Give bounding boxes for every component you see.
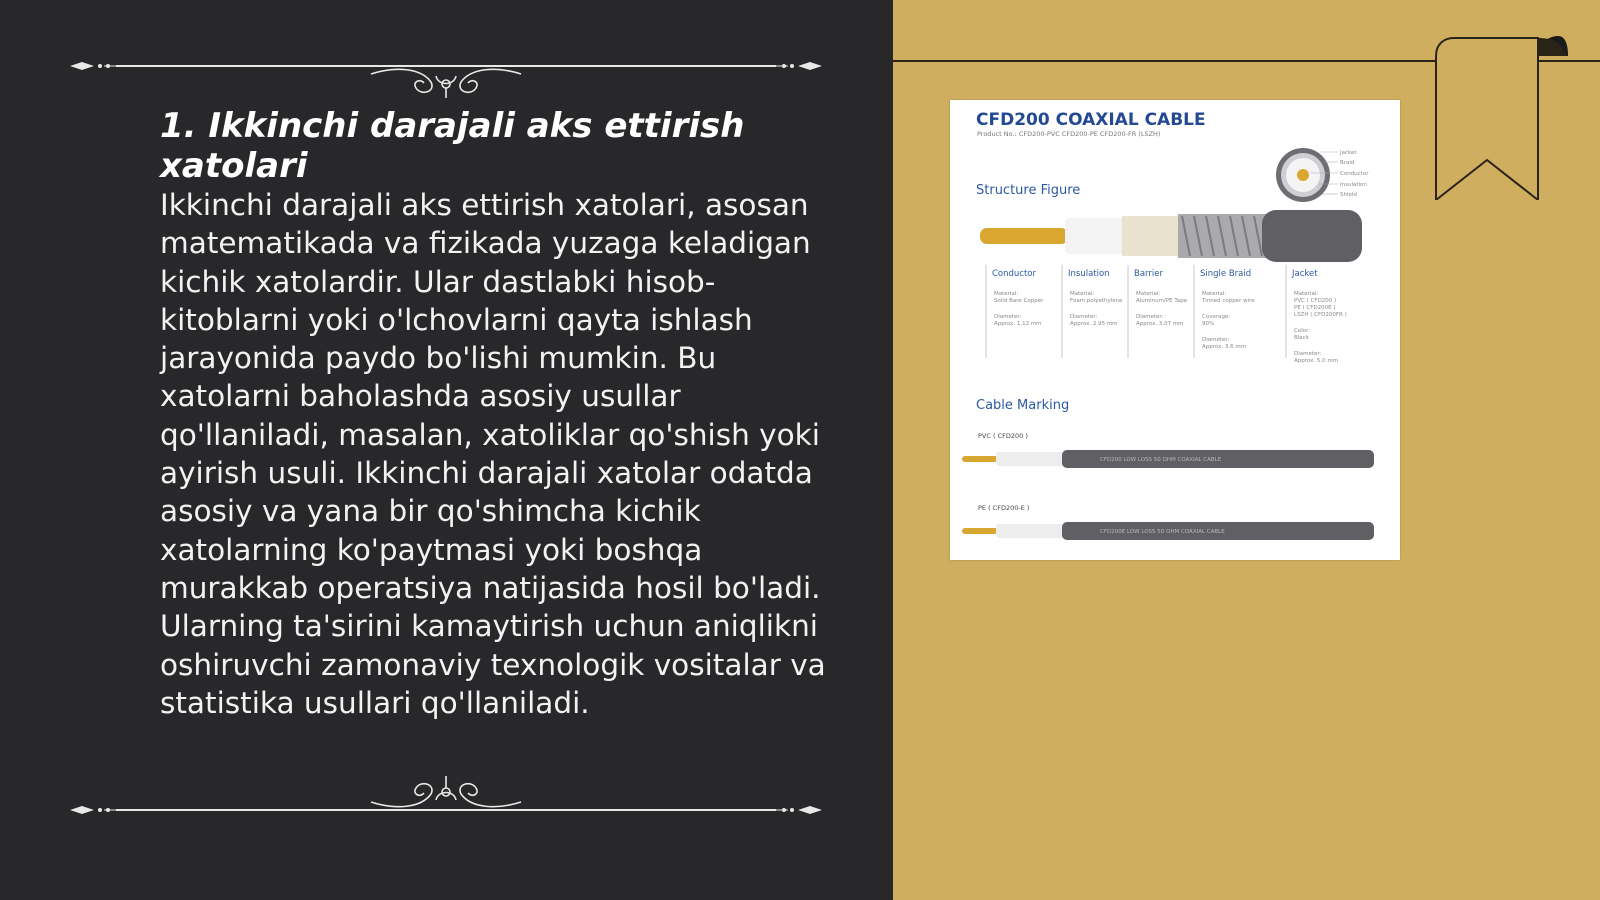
column-detail: 90% bbox=[1202, 321, 1215, 327]
column-detail: PE ( CFD200E ) bbox=[1294, 305, 1336, 311]
cable-marking-heading: Cable Marking bbox=[976, 398, 1070, 413]
column-detail: PVC ( CFD200 ) bbox=[1294, 298, 1337, 304]
cable-spec-columns bbox=[986, 265, 1347, 364]
top-ornament-divider bbox=[66, 52, 826, 102]
column-detail: Foam polyethylene bbox=[1070, 298, 1123, 304]
column-detail: Material: bbox=[1202, 291, 1227, 297]
column-detail: Material: bbox=[1070, 291, 1095, 297]
column-detail: Diameter: bbox=[1294, 351, 1322, 357]
layer-label: Braid bbox=[1340, 160, 1355, 166]
cable-marking-pe bbox=[962, 504, 1374, 540]
column-detail: LSZH ( CFD200FR ) bbox=[1294, 312, 1347, 318]
column-detail: Coverage: bbox=[1202, 314, 1231, 320]
column-detail: Solid Bare Copper bbox=[994, 298, 1044, 304]
cable-marking-pvc bbox=[962, 432, 1374, 468]
column-detail: Diameter: bbox=[1136, 314, 1164, 320]
column-detail: Tinned copper wire bbox=[1202, 298, 1255, 304]
column-detail: Material: bbox=[994, 291, 1019, 297]
coaxial-cable-figure bbox=[950, 100, 1400, 560]
column-detail: Approx. 1.12 mm bbox=[994, 321, 1042, 327]
column-detail: Approx. 5.0 mm bbox=[1294, 358, 1339, 364]
column-header-single-braid: Single Braid bbox=[1200, 269, 1252, 279]
column-detail: Diameter: bbox=[1202, 337, 1230, 343]
marking-label: PE ( CFD200-E ) bbox=[978, 504, 1030, 512]
marking-label: PVC ( CFD200 ) bbox=[978, 432, 1028, 440]
column-header-barrier: Barrier bbox=[1134, 269, 1163, 279]
column-detail: Material: bbox=[1294, 291, 1319, 297]
layer-label: Shield bbox=[1340, 192, 1357, 198]
column-detail: Approx. 2.95 mm bbox=[1070, 321, 1118, 327]
figure-title: CFD200 COAXIAL CABLE bbox=[976, 110, 1206, 130]
cable-diagram bbox=[950, 100, 1400, 560]
column-detail: Diameter: bbox=[1070, 314, 1098, 320]
cable-cross-section bbox=[1276, 148, 1369, 202]
column-detail: Black bbox=[1294, 335, 1309, 341]
column-detail: Color: bbox=[1294, 328, 1311, 334]
slide-title: 1. Ikkinchi darajali aks ettirish xatolari bbox=[160, 106, 745, 186]
column-detail: Approx. 3.6 mm bbox=[1202, 344, 1247, 350]
column-detail: Approx. 3.07 mm bbox=[1136, 321, 1184, 327]
slide-body-text: Ikkinchi darajali aks ettirish xatolari, asosan matematikada va fizikada yuzaga keladigan kichik xatolardir. Ular dastlabki hisob-kitoblarni yoki o'lchovlarni qayta ishlash jarayonida paydo bo'lishi mumkin. Bu xatolarni baholashda asosiy usullar qo'llaniladi, masalan, xatoliklar qo'shish yoki ayirish usuli. Ikkinchi darajali xatolar odatda asosiy va yana bir qo'shimcha kichik xatolarning ko'paytmasi yoki boshqa murakkab operatsiya natijasida hosil bo'ladi. Ularning ta'sirini kamaytirish uchun aniqlikni oshiruvchi zamonaviy texnologik vositalar va statistika usullari qo'llaniladi. bbox=[160, 188, 826, 720]
marking-print: CFD200 LOW LOSS 50 OHM COAXIAL CABLE bbox=[1100, 457, 1222, 463]
figure-product-number: Product No.: CFD200-PVC CFD200-PE CFD200-FR (LSZH) bbox=[977, 130, 1161, 138]
structure-figure-heading: Structure Figure bbox=[976, 183, 1081, 198]
layer-label: Conductor bbox=[1340, 171, 1369, 177]
cable-structure-illustration bbox=[980, 210, 1362, 262]
column-detail: Aluminum/PE Tape bbox=[1136, 298, 1188, 304]
column-detail: Material: bbox=[1136, 291, 1161, 297]
column-header-conductor: Conductor bbox=[992, 269, 1037, 279]
column-header-jacket: Jacket bbox=[1292, 269, 1318, 279]
bottom-ornament-divider bbox=[66, 772, 826, 822]
column-header-insulation: Insulation bbox=[1068, 269, 1110, 279]
marking-print: CFD200E LOW LOSS 50 OHM COAXIAL CABLE bbox=[1100, 529, 1225, 535]
layer-label: Insulation bbox=[1340, 182, 1367, 188]
column-detail: Diameter: bbox=[994, 314, 1022, 320]
layer-label: Jacket bbox=[1340, 150, 1357, 156]
bookmark-ribbon-icon bbox=[1434, 34, 1568, 200]
